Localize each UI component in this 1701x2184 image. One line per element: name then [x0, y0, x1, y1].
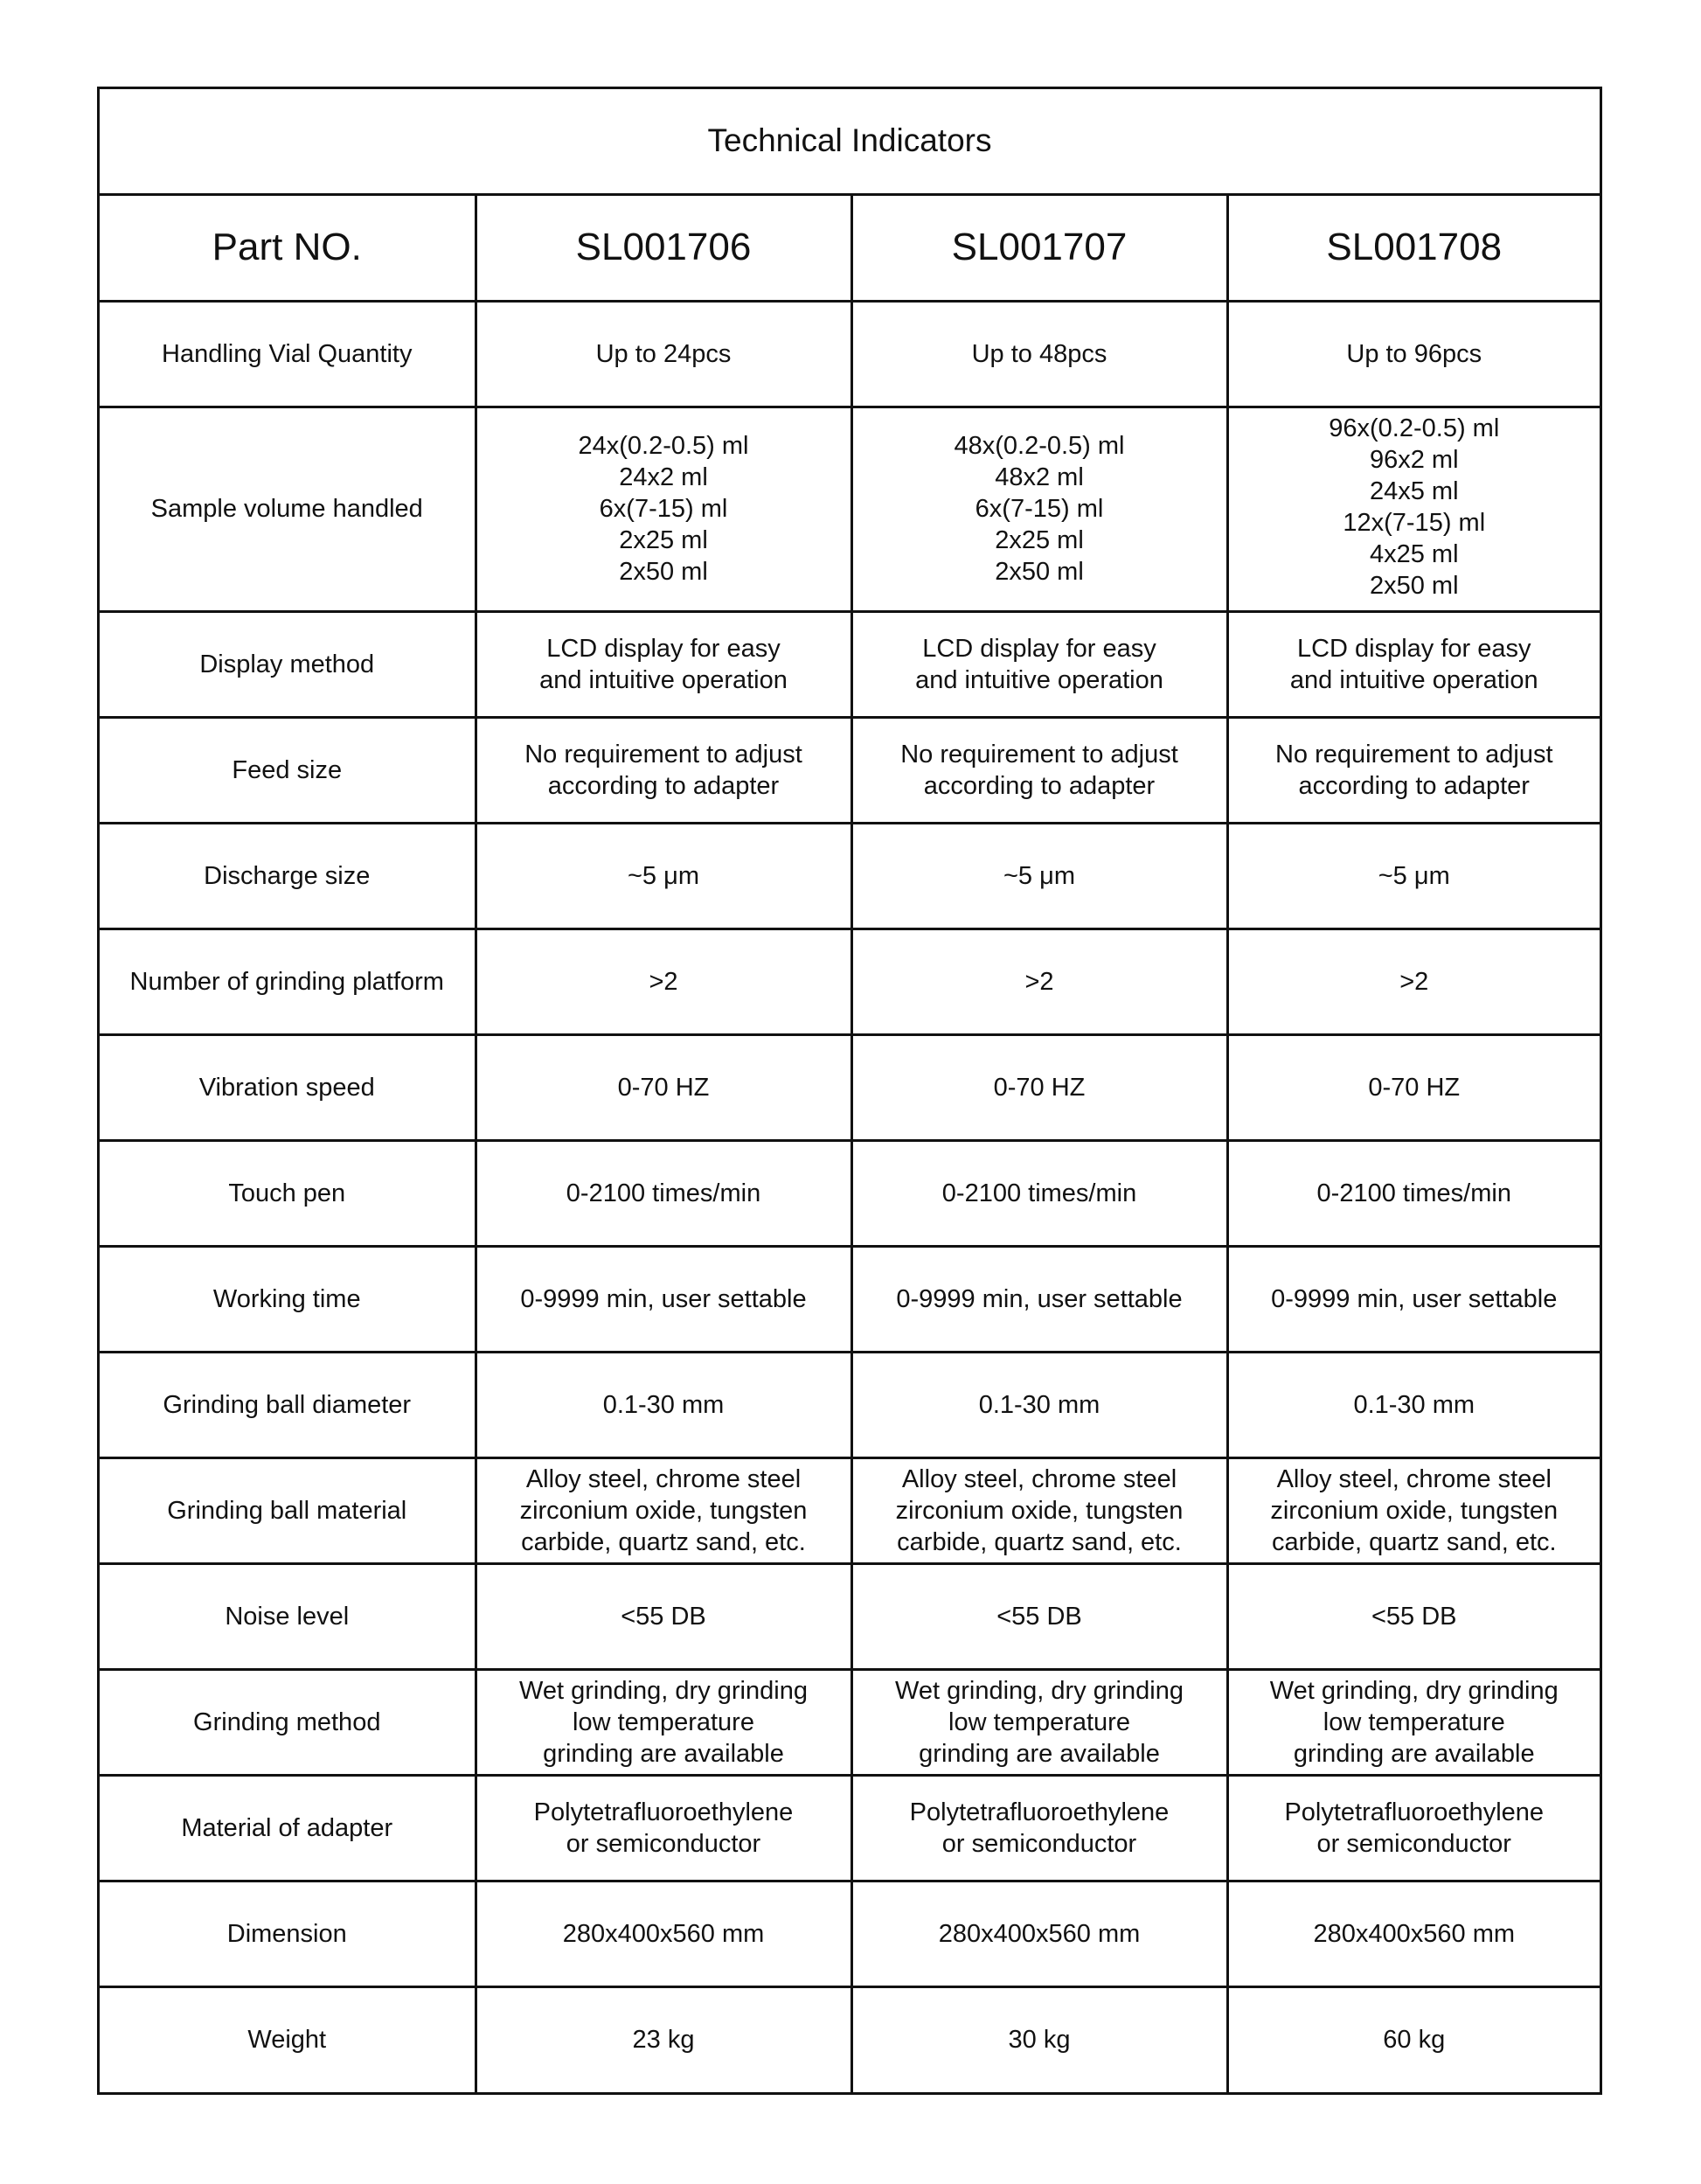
row-label: Grinding ball diameter — [100, 1352, 476, 1457]
table-cell: 0-70 HZ — [1227, 1034, 1600, 1140]
table-cell: Up to 96pcs — [1227, 301, 1600, 407]
table-cell: 0-2100 times/min — [851, 1140, 1227, 1246]
table-row — [100, 1352, 1600, 1457]
table-cell: ~5 μm — [851, 823, 1227, 929]
table-cell: Wet grinding, dry grinding low temperature grinding are available — [476, 1669, 851, 1775]
table-row — [100, 1669, 1600, 1775]
row-label: Dimension — [100, 1881, 476, 1986]
table-cell: Alloy steel, chrome steel zirconium oxide, tungsten carbide, quartz sand, etc. — [476, 1457, 851, 1563]
table-row — [100, 1775, 1600, 1881]
table-row — [100, 611, 1600, 717]
table-cell: 60 kg — [1227, 1986, 1600, 2092]
table-cell: 0.1-30 mm — [851, 1352, 1227, 1457]
table-row — [100, 1881, 1600, 1986]
row-label: Touch pen — [100, 1140, 476, 1246]
table-cell: 280x400x560 mm — [1227, 1881, 1600, 1986]
table-cell: 280x400x560 mm — [476, 1881, 851, 1986]
table-cell: 0-70 HZ — [851, 1034, 1227, 1140]
table-cell: Wet grinding, dry grinding low temperature grinding are available — [1227, 1669, 1600, 1775]
table-cell: ~5 μm — [476, 823, 851, 929]
table-cell: 0.1-30 mm — [1227, 1352, 1600, 1457]
table-row — [100, 301, 1600, 407]
part-number-header: Part NO. — [100, 194, 476, 301]
row-label: Number of grinding platform — [100, 929, 476, 1034]
table-cell: <55 DB — [476, 1563, 851, 1669]
table-row — [100, 1034, 1600, 1140]
table-cell: 0-70 HZ — [476, 1034, 851, 1140]
table-cell: LCD display for easy and intuitive operation — [476, 611, 851, 717]
table-cell: 280x400x560 mm — [851, 1881, 1227, 1986]
table-cell: 0-2100 times/min — [476, 1140, 851, 1246]
row-label: Weight — [100, 1986, 476, 2092]
table-row — [100, 407, 1600, 611]
table-cell: Up to 24pcs — [476, 301, 851, 407]
table-cell-text: 96x(0.2-0.5) ml 96x2 ml 24x5 ml 12x(7-15) ml 4x25 ml 2x50 ml — [1329, 414, 1500, 600]
table-cell: >2 — [851, 929, 1227, 1034]
row-label: Feed size — [100, 717, 476, 823]
table-cell: 30 kg — [851, 1986, 1227, 2092]
row-label: Grinding ball material — [100, 1457, 476, 1563]
table-cell: 24x(0.2-0.5) ml 24x2 ml 6x(7-15) ml 2x25 ml 2x50 ml — [476, 407, 851, 611]
row-label: Discharge size — [100, 823, 476, 929]
table-cell: <55 DB — [851, 1563, 1227, 1669]
table-cell — [1227, 407, 1600, 611]
table-cell: 48x(0.2-0.5) ml 48x2 ml 6x(7-15) ml 2x25 ml 2x50 ml — [851, 407, 1227, 611]
table-cell: No requirement to adjust according to adapter — [476, 717, 851, 823]
row-label: Noise level — [100, 1563, 476, 1669]
table-row — [100, 1986, 1600, 2092]
row-label: Material of adapter — [100, 1775, 476, 1881]
table-cell: 0-9999 min, user settable — [476, 1246, 851, 1352]
row-label: Display method — [100, 611, 476, 717]
table-cell: >2 — [1227, 929, 1600, 1034]
table-cell: LCD display for easy and intuitive operation — [1227, 611, 1600, 717]
table-cell: Polytetrafluoroethylene or semiconductor — [851, 1775, 1227, 1881]
table-cell: 0-9999 min, user settable — [851, 1246, 1227, 1352]
table-cell: No requirement to adjust according to adapter — [851, 717, 1227, 823]
table-cell: ~5 μm — [1227, 823, 1600, 929]
table-row — [100, 823, 1600, 929]
table-cell: Polytetrafluoroethylene or semiconductor — [476, 1775, 851, 1881]
spec-sheet — [97, 87, 1602, 2095]
table-cell: Alloy steel, chrome steel zirconium oxide, tungsten carbide, quartz sand, etc. — [851, 1457, 1227, 1563]
table-row — [100, 1457, 1600, 1563]
row-label: Handling Vial Quantity — [100, 301, 476, 407]
row-label: Sample volume handled — [100, 407, 476, 611]
table-row — [100, 1246, 1600, 1352]
model-header: SL001708 — [1227, 194, 1600, 301]
table-cell: 0.1-30 mm — [476, 1352, 851, 1457]
table-cell: Up to 48pcs — [851, 301, 1227, 407]
table-cell: 0-9999 min, user settable — [1227, 1246, 1600, 1352]
row-label: Vibration speed — [100, 1034, 476, 1140]
table-cell: Wet grinding, dry grinding low temperature grinding are available — [851, 1669, 1227, 1775]
table-row — [100, 717, 1600, 823]
table-row — [100, 1140, 1600, 1246]
table-title-row — [100, 89, 1600, 194]
table-cell: 0-2100 times/min — [1227, 1140, 1600, 1246]
table-row — [100, 929, 1600, 1034]
row-label: Grinding method — [100, 1669, 476, 1775]
table-row — [100, 1563, 1600, 1669]
model-header: SL001706 — [476, 194, 851, 301]
table-body — [100, 301, 1600, 2092]
table-cell: Polytetrafluoroethylene or semiconductor — [1227, 1775, 1600, 1881]
table-header-row — [100, 194, 1600, 301]
table-cell: No requirement to adjust according to adapter — [1227, 717, 1600, 823]
table-cell: >2 — [476, 929, 851, 1034]
row-label: Working time — [100, 1246, 476, 1352]
technical-indicators-table — [100, 89, 1600, 2092]
table-title: Technical Indicators — [100, 89, 1600, 194]
table-cell: LCD display for easy and intuitive operation — [851, 611, 1227, 717]
table-cell: 23 kg — [476, 1986, 851, 2092]
model-header: SL001707 — [851, 194, 1227, 301]
table-cell: Alloy steel, chrome steel zirconium oxide, tungsten carbide, quartz sand, etc. — [1227, 1457, 1600, 1563]
table-cell: <55 DB — [1227, 1563, 1600, 1669]
